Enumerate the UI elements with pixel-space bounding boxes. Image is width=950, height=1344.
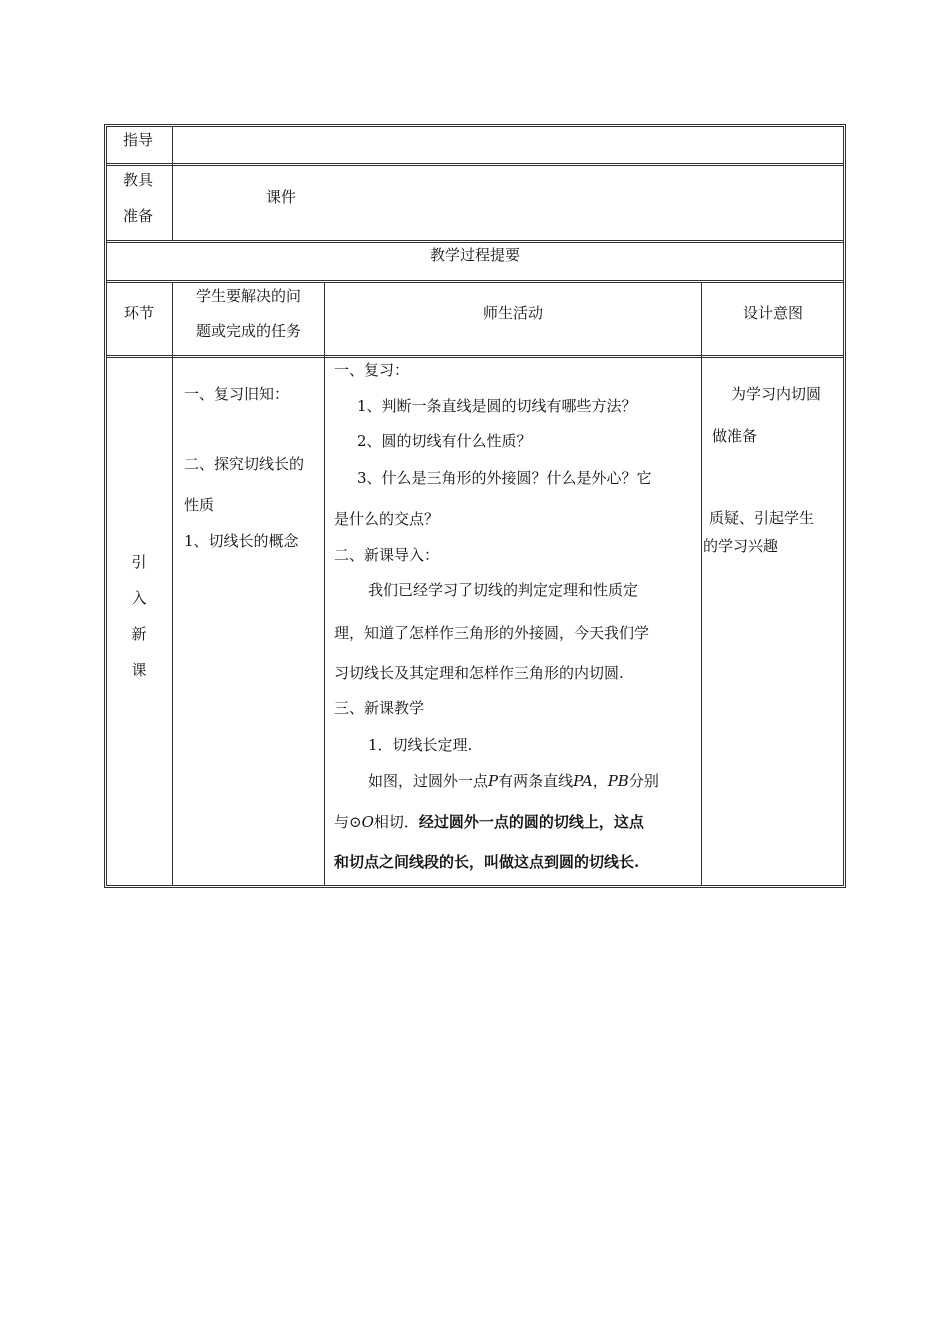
activity-text: 相切．	[373, 813, 419, 831]
activity-line	[368, 771, 659, 791]
tools-label-line2: 准备	[123, 207, 154, 225]
column-divider	[324, 282, 325, 886]
row-divider	[106, 355, 844, 358]
activity-line: 1．切线长定理.	[368, 736, 473, 754]
circle-o: O	[361, 813, 374, 831]
line-pa: PA	[573, 772, 593, 790]
activity-line: 二、新课导入：	[334, 546, 440, 564]
activity-line: 3、什么是三角形的外接圆？什么是外心？它	[357, 469, 652, 487]
activity-text: ，	[592, 772, 608, 790]
header-task-line2: 题或完成的任务	[195, 322, 301, 340]
activity-text: 如图，过圆外一点	[368, 772, 489, 790]
header-intent: 设计意图	[742, 304, 803, 322]
task-concept: 1、切线长的概念	[184, 532, 299, 550]
row-divider	[106, 163, 844, 166]
column-divider	[701, 282, 702, 886]
activity-line: 一、复习：	[334, 361, 410, 379]
activity-line: 1、判断一条直线是圆的切线有哪些方法？	[357, 397, 637, 415]
stage-char: 引	[131, 553, 147, 571]
guide-label: 指导	[123, 131, 154, 149]
activity-line: 习切线长及其定理和怎样作三角形的内切圆.	[334, 664, 624, 682]
activity-line: 是什么的交点？	[334, 510, 440, 528]
definition-text: 和切点之间线段的长，叫做这点到圆的切线长.	[334, 853, 640, 871]
activity-text: 有两条直线	[498, 772, 574, 790]
line-pb: PB	[607, 772, 629, 790]
row-divider	[106, 240, 844, 243]
task-explore-line2: 性质	[184, 496, 215, 514]
column-divider	[172, 126, 173, 241]
tools-label-line1: 教具	[123, 171, 154, 189]
activity-text: 与⊙	[334, 813, 362, 831]
section-title: 教学过程提要	[429, 246, 520, 264]
task-review: 一、复习旧知：	[184, 385, 290, 403]
activity-line	[334, 812, 644, 832]
intent-line: 为学习内切圆	[731, 385, 822, 403]
activity-line: 三、新课教学	[334, 699, 425, 717]
stage-char: 入	[131, 589, 147, 607]
activity-line: 2、圆的切线有什么性质？	[357, 432, 532, 450]
definition-text: 经过圆外一点的圆的切线上，这点	[418, 813, 644, 831]
header-activity: 师生活动	[482, 304, 543, 322]
intent-line: 的学习兴趣	[703, 537, 779, 555]
intent-line: 质疑、引起学生	[709, 509, 815, 527]
point-p: P	[488, 772, 499, 790]
activity-line: 理，知道了怎样作三角形的外接圆，今天我们学	[334, 624, 650, 642]
activity-text: 分别	[628, 772, 659, 790]
stage-char: 课	[131, 661, 147, 679]
intent-line: 做准备	[712, 427, 758, 445]
activity-line: 我们已经学习了切线的判定定理和性质定	[368, 581, 639, 599]
tools-content: 课件	[266, 188, 297, 206]
column-divider	[172, 282, 173, 886]
header-stage: 环节	[123, 304, 154, 322]
task-explore-line1: 二、探究切线长的	[184, 455, 305, 473]
stage-label-vertical	[124, 544, 154, 688]
header-task-line1: 学生要解决的问	[195, 287, 301, 305]
row-divider	[106, 280, 844, 283]
stage-char: 新	[131, 625, 147, 643]
